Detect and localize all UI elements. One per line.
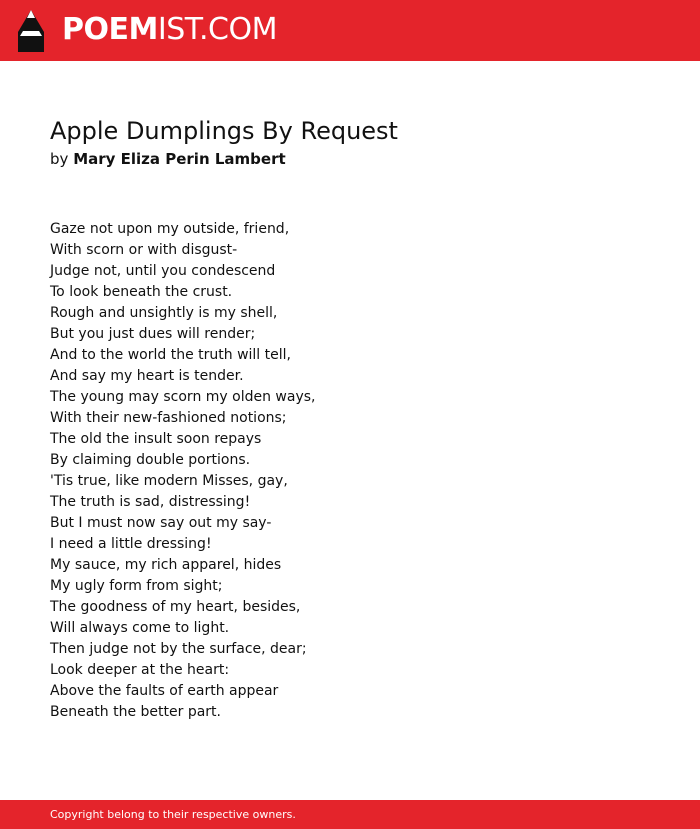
copyright-text: Copyright belong to their respective owners. [50, 808, 296, 821]
poem-line: But I must now say out my say- [50, 515, 272, 531]
poem-line: Gaze not upon my outside, friend, [50, 221, 290, 237]
poem-line: With scorn or with disgust- [50, 242, 238, 258]
site-footer [0, 800, 700, 829]
poem-line: But you just dues will render; [50, 326, 256, 342]
poem-line: And say my heart is tender. [50, 368, 244, 384]
poem-line: Rough and unsightly is my shell, [50, 305, 278, 321]
poem-line: The goodness of my heart, besides, [50, 599, 301, 615]
poem-line: Will always come to light. [50, 620, 230, 636]
poem-line: 'Tis true, like modern Misses, gay, [50, 473, 288, 489]
poem-line: And to the world the truth will tell, [50, 347, 291, 363]
poem-line: The young may scorn my olden ways, [50, 389, 316, 405]
by-label: by [50, 150, 69, 168]
poem-line: My sauce, my rich apparel, hides [50, 557, 282, 573]
brand-light: IST.COM [157, 12, 277, 47]
pencil-icon[interactable] [18, 10, 44, 52]
byline [50, 149, 286, 169]
site-header [0, 0, 700, 61]
poem-line: Above the faults of earth appear [50, 683, 279, 699]
site-logo[interactable] [62, 12, 277, 48]
poem-line: Judge not, until you condescend [50, 263, 276, 279]
poem-line: With their new-fashioned notions; [50, 410, 287, 426]
poem-line: My ugly form from sight; [50, 578, 223, 594]
poem-line: By claiming double portions. [50, 452, 251, 468]
poem-line: Look deeper at the heart: [50, 662, 230, 678]
poem-title: Apple Dumplings By Request [50, 117, 398, 145]
poem-line: Beneath the better part. [50, 704, 221, 720]
author-name: Mary Eliza Perin Lambert [73, 150, 286, 168]
brand-bold: POEM [62, 12, 158, 47]
poem-line: To look beneath the crust. [50, 284, 233, 300]
poem-line: The old the insult soon repays [50, 431, 262, 447]
poem-body [50, 219, 315, 723]
poem-line: Then judge not by the surface, dear; [50, 641, 307, 657]
poem-line: The truth is sad, distressing! [50, 494, 251, 510]
poem-line: I need a little dressing! [50, 536, 212, 552]
